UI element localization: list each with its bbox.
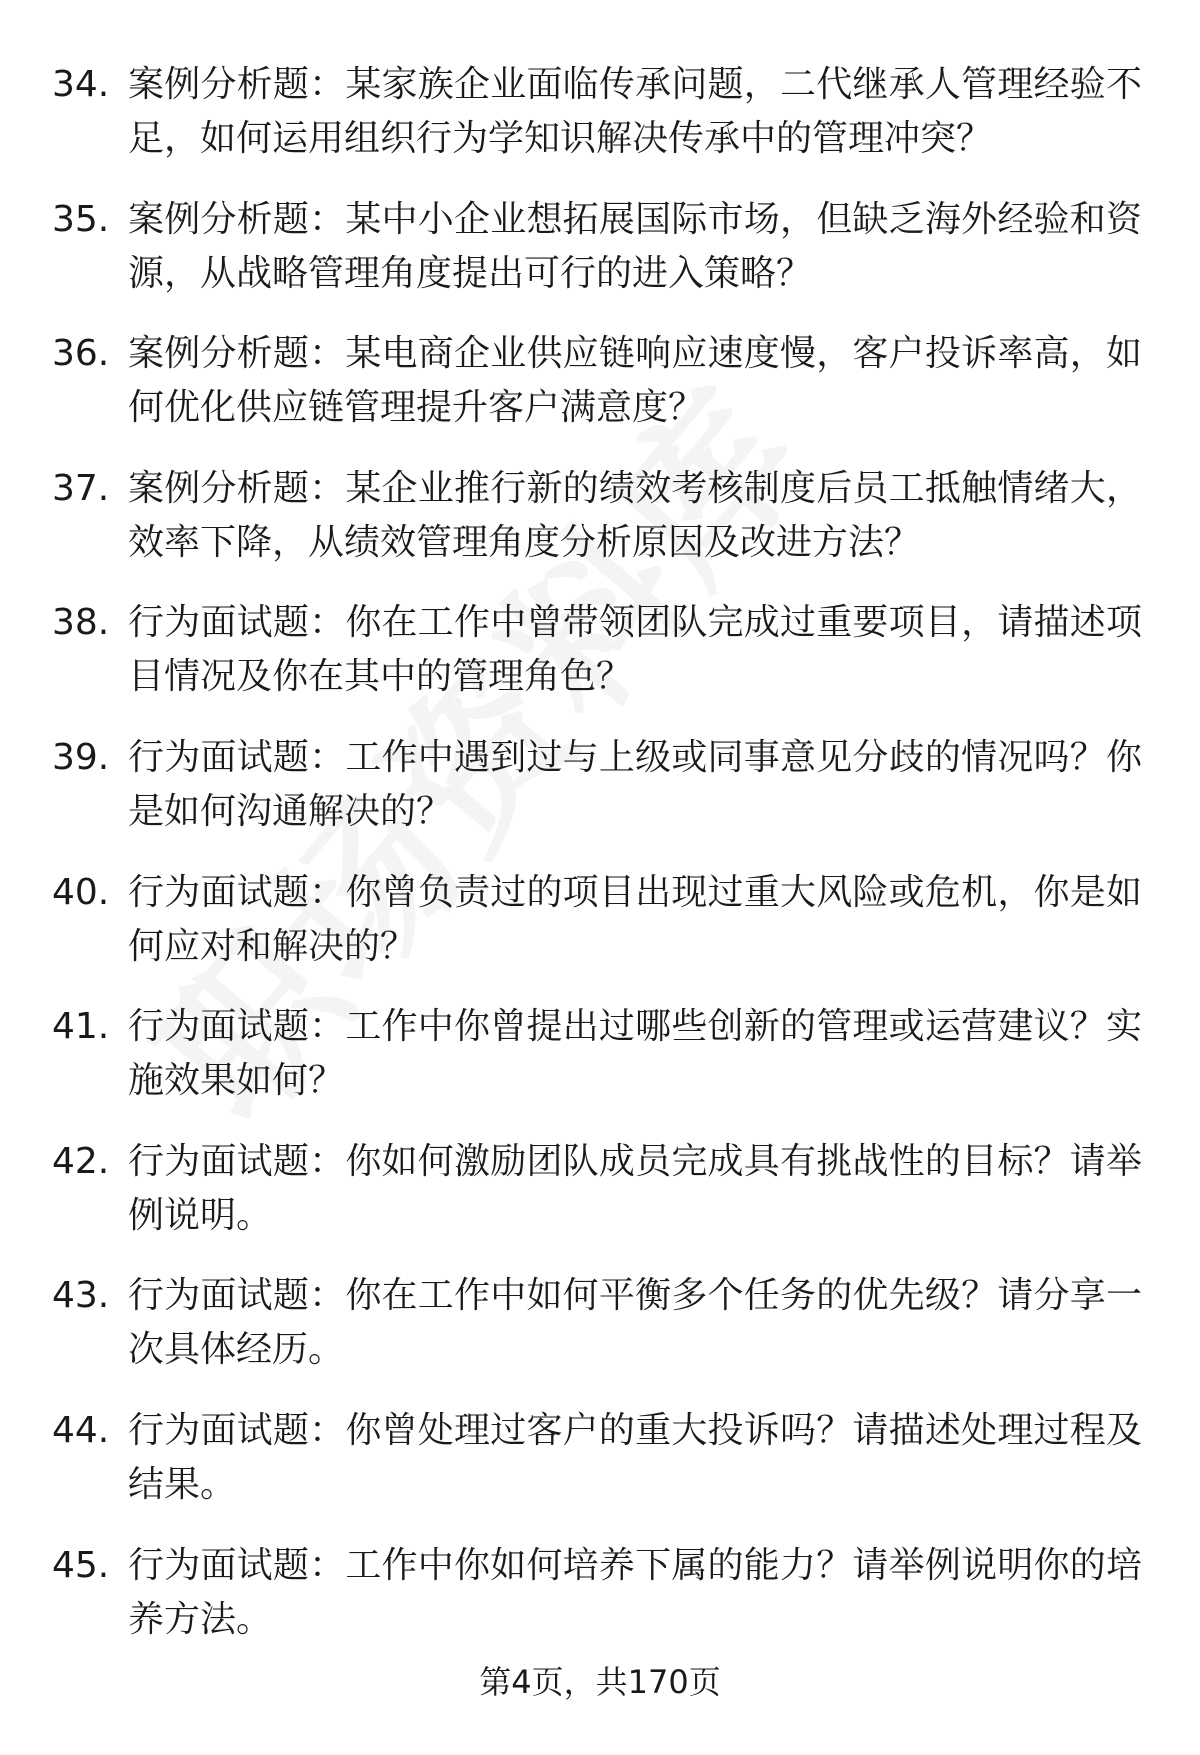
question-item [52, 1135, 1142, 1270]
question-text: 案例分析题：某家族企业面临传承问题，二代继承人管理经验不足，如何运用组织行为学知识解决传承中的管理冲突？ [128, 64, 1142, 159]
question-number: 45. [52, 1544, 110, 1586]
question-number: 42. [52, 1140, 110, 1182]
page-footer: 第4页，共170页 [479, 1663, 721, 1701]
question-number: 39. [52, 736, 110, 778]
question-list [52, 58, 1142, 1673]
question-number: 43. [52, 1275, 110, 1317]
question-text: 案例分析题：某企业推行新的绩效考核制度后员工抵触情绪大，效率下降，从绩效管理角度分析原因及改进方法？ [128, 467, 1142, 563]
question-item [52, 1404, 1142, 1539]
question-text: 行为面试题：你如何激励团队成员完成具有挑战性的目标？请举例说明。 [128, 1140, 1142, 1236]
question-number: 40. [52, 871, 110, 913]
question-number: 34. [52, 64, 110, 105]
question-number: 38. [52, 602, 110, 644]
question-text: 行为面试题：工作中你曾提出过哪些创新的管理或运营建议？实施效果如何？ [128, 1006, 1142, 1102]
question-item [52, 193, 1142, 328]
question-item [52, 866, 1142, 1001]
question-text: 行为面试题：你曾负责过的项目出现过重大风险或危机，你是如何应对和解决的？ [128, 871, 1142, 967]
question-number: 41. [52, 1006, 110, 1048]
question-text: 行为面试题：工作中你如何培养下属的能力？请举例说明你的培养方法。 [128, 1544, 1142, 1640]
question-number: 35. [52, 198, 110, 240]
question-text: 行为面试题：你在工作中如何平衡多个任务的优先级？请分享一次具体经历。 [128, 1275, 1142, 1371]
question-item [52, 596, 1142, 731]
question-text: 行为面试题：你在工作中曾带领团队完成过重要项目，请描述项目情况及你在其中的管理角色？ [128, 602, 1142, 698]
question-text: 案例分析题：某电商企业供应链响应速度慢，客户投诉率高，如何优化供应链管理提升客户满意度？ [128, 333, 1142, 429]
question-number: 37. [52, 467, 110, 509]
question-number: 36. [52, 333, 110, 375]
question-item [52, 731, 1142, 866]
question-item [52, 462, 1142, 597]
question-number: 44. [52, 1409, 110, 1451]
question-item [52, 1539, 1142, 1674]
question-item [52, 1269, 1142, 1404]
question-text: 行为面试题：你曾处理过客户的重大投诉吗？请描述处理过程及结果。 [128, 1409, 1142, 1505]
question-item [52, 327, 1142, 462]
question-text: 案例分析题：某中小企业想拓展国际市场，但缺乏海外经验和资源，从战略管理角度提出可行的进入策略？ [128, 198, 1142, 294]
question-text: 行为面试题：工作中遇到过与上级或同事意见分歧的情况吗？你是如何沟通解决的？ [128, 736, 1142, 832]
question-item [52, 58, 1142, 193]
question-item [52, 1000, 1142, 1135]
